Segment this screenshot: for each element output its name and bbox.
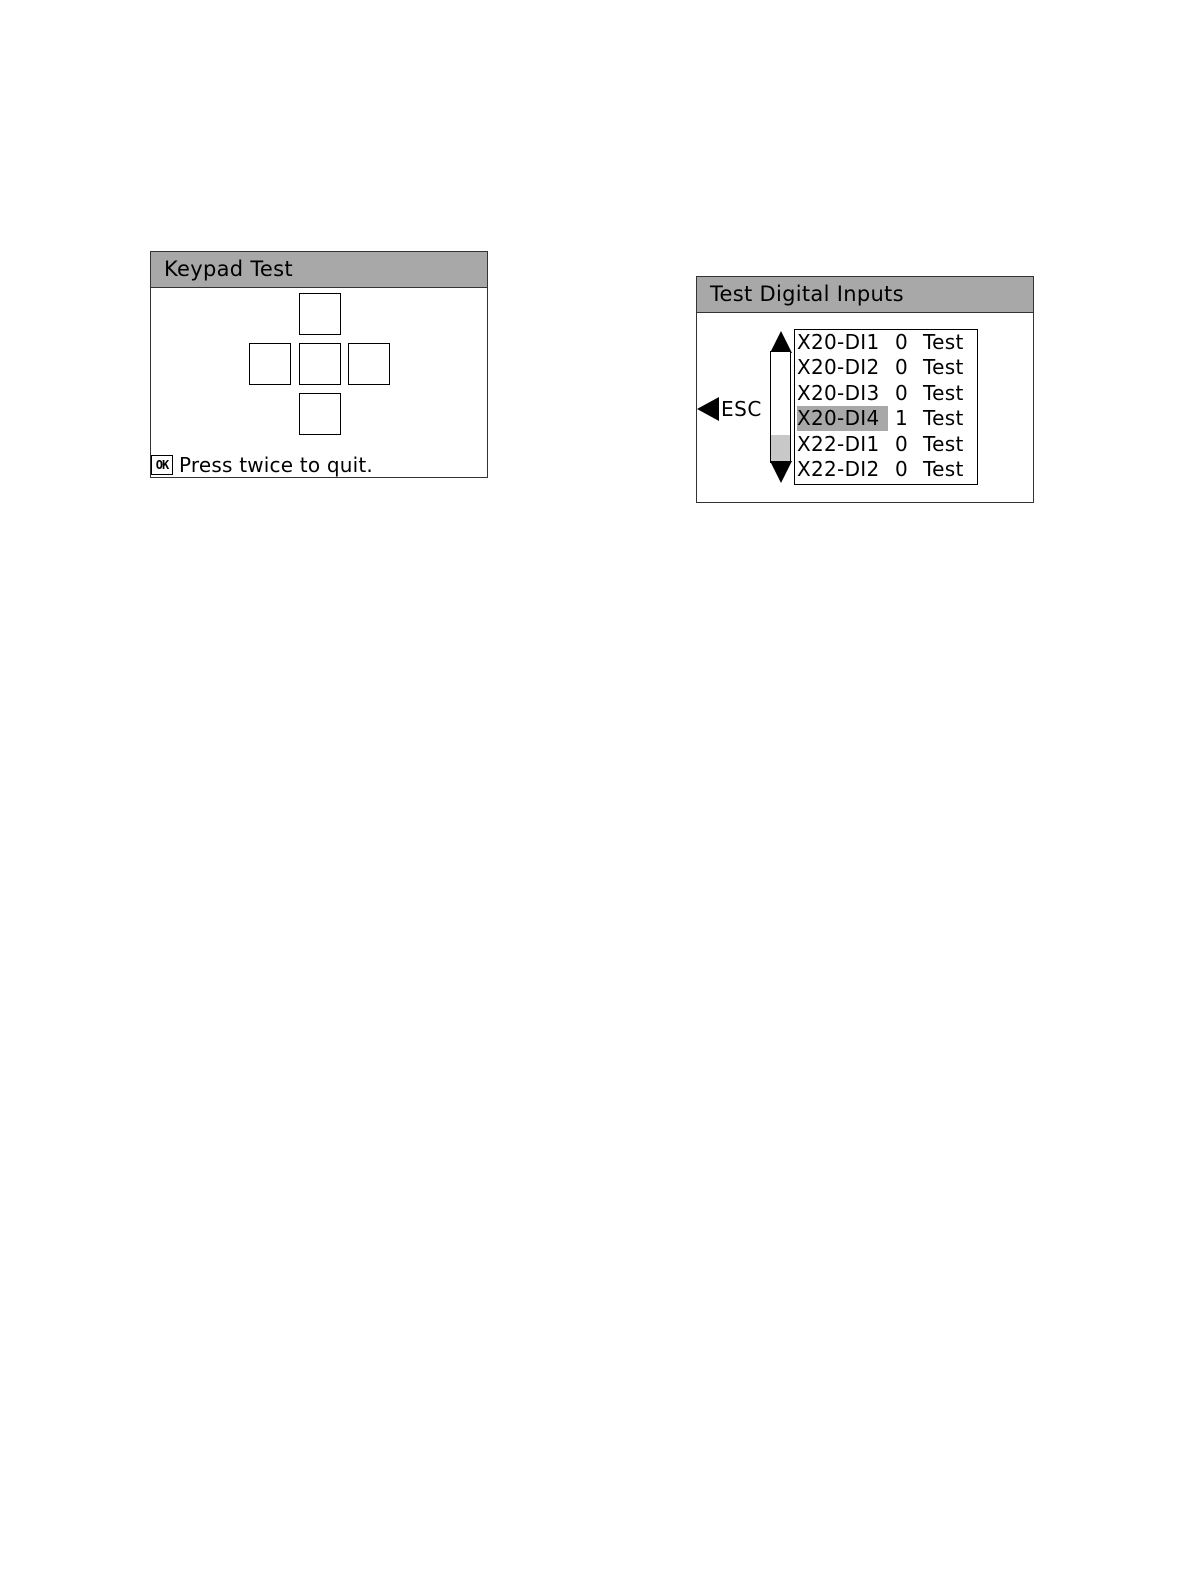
- input-value: 0: [895, 457, 908, 481]
- input-name: X22-DI1: [797, 432, 880, 456]
- input-value: 0: [895, 330, 908, 354]
- list-item[interactable]: [795, 432, 977, 457]
- test-action[interactable]: Test: [923, 330, 964, 354]
- digital-inputs-title: Test Digital Inputs: [697, 277, 1033, 313]
- keypad-test-title: Keypad Test: [151, 252, 487, 288]
- up-key[interactable]: [299, 293, 341, 335]
- input-value: 1: [895, 406, 908, 430]
- scroll-down-arrow-icon[interactable]: [770, 461, 792, 483]
- list-item[interactable]: [795, 457, 977, 482]
- list-item-selected[interactable]: [795, 406, 977, 431]
- list-item[interactable]: [795, 355, 977, 380]
- left-key[interactable]: [249, 343, 291, 385]
- input-value: 0: [895, 381, 908, 405]
- digital-inputs-list: [794, 329, 978, 485]
- test-action[interactable]: Test: [923, 381, 964, 405]
- input-name: X20-DI1: [797, 330, 880, 354]
- list-item[interactable]: [795, 381, 977, 406]
- test-action[interactable]: Test: [923, 432, 964, 456]
- input-name: X20-DI2: [797, 355, 880, 379]
- input-name: X20-DI3: [797, 381, 880, 405]
- right-key[interactable]: [348, 343, 390, 385]
- center-key[interactable]: [299, 343, 341, 385]
- test-action[interactable]: Test: [923, 457, 964, 481]
- input-value: 0: [895, 432, 908, 456]
- list-item[interactable]: [795, 330, 977, 355]
- esc-button[interactable]: [697, 397, 762, 421]
- keypad-test-screen: [150, 251, 488, 478]
- scroll-up-arrow-icon[interactable]: [770, 331, 792, 353]
- input-name: X22-DI2: [797, 457, 880, 481]
- keypad-footer: [151, 453, 373, 477]
- input-value: 0: [895, 355, 908, 379]
- left-arrow-icon: [697, 397, 719, 421]
- scrollbar[interactable]: [770, 351, 791, 463]
- ok-icon: OK: [151, 455, 173, 475]
- esc-label: ESC: [721, 397, 762, 421]
- test-action[interactable]: Test: [923, 406, 964, 430]
- scrollbar-thumb[interactable]: [771, 435, 790, 463]
- digital-inputs-screen: [696, 276, 1034, 503]
- footer-instruction: Press twice to quit.: [179, 453, 373, 477]
- input-name: X20-DI4: [797, 406, 888, 431]
- down-key[interactable]: [299, 393, 341, 435]
- test-action[interactable]: Test: [923, 355, 964, 379]
